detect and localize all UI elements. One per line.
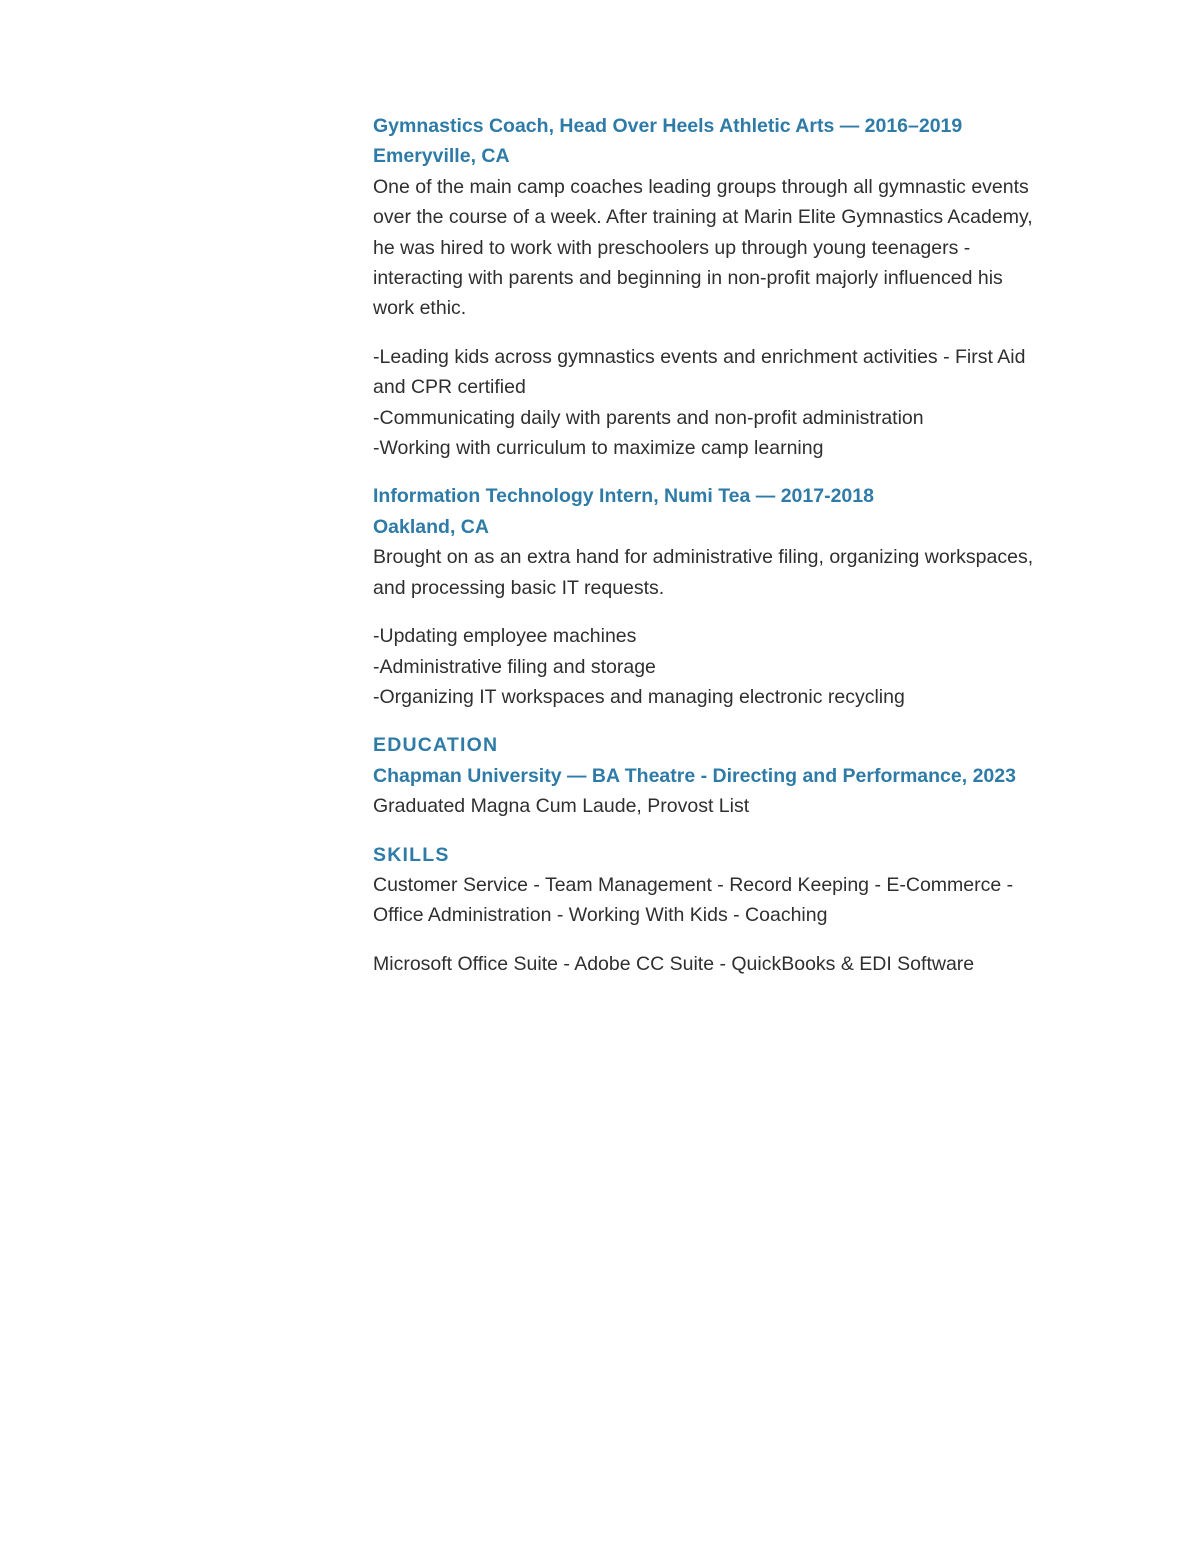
job-location: Emeryville, CA [373, 145, 510, 168]
job-title: Gymnastics Coach, Head Over Heels Athletic Arts — 2016–2019 [373, 115, 963, 137]
job-bullet-line: -Leading kids across gymnastics events and enrichment activities - First Aid [373, 345, 1026, 368]
resume-content [373, 111, 1093, 979]
spacer [373, 712, 1093, 730]
skills-section [373, 840, 1093, 980]
job-description-line: Brought on as an extra hand for administrative filing, organizing workspaces, [373, 546, 1034, 569]
job-bullet-line: -Updating employee machines [373, 625, 637, 648]
job-bullet-line: and CPR certified [373, 376, 526, 399]
job-bullet-line: -Administrative filing and storage [373, 655, 656, 678]
job-bullet-line: -Working with curriculum to maximize camp learning [373, 437, 824, 460]
skills-heading: SKILLS [373, 843, 450, 866]
job-description-line: work ethic. [373, 297, 467, 320]
job-entry-gymnastics-coach [373, 111, 1093, 463]
job-location: Oakland, CA [373, 515, 489, 538]
education-heading: EDUCATION [373, 734, 499, 757]
spacer [373, 463, 1093, 481]
spacer [373, 931, 1093, 949]
job-description-line: over the course of a week. After training at Marin Elite Gymnastics Academy, [373, 206, 1033, 229]
job-description-line: One of the main camp coaches leading groups through all gymnastic events [373, 175, 1029, 198]
education-degree: Chapman University — BA Theatre - Directing and Performance, 2023 [373, 764, 1016, 787]
job-entry-it-intern [373, 481, 1093, 712]
job-bullet-line: -Organizing IT workspaces and managing electronic recycling [373, 685, 905, 708]
software-skills-line: Microsoft Office Suite - Adobe CC Suite - QuickBooks & EDI Software [373, 952, 975, 975]
skills-line: Customer Service - Team Management - Record Keeping - E-Commerce - [373, 873, 1014, 896]
job-title: Information Technology Intern, Numi Tea — 2017-2018 [373, 485, 874, 508]
job-bullet-line: -Communicating daily with parents and non-profit administration [373, 406, 924, 429]
spacer [373, 603, 1093, 621]
job-description-line: he was hired to work with preschoolers up through young teenagers - [373, 236, 971, 259]
skills-line: Office Administration - Working With Kids - Coaching [373, 904, 828, 927]
job-description-line: interacting with parents and beginning in non-profit majorly influenced his [373, 267, 1003, 290]
spacer [373, 324, 1093, 342]
education-section [373, 730, 1093, 821]
spacer [373, 822, 1093, 840]
job-description-line: and processing basic IT requests. [373, 576, 665, 599]
education-honors: Graduated Magna Cum Laude, Provost List [373, 795, 750, 818]
